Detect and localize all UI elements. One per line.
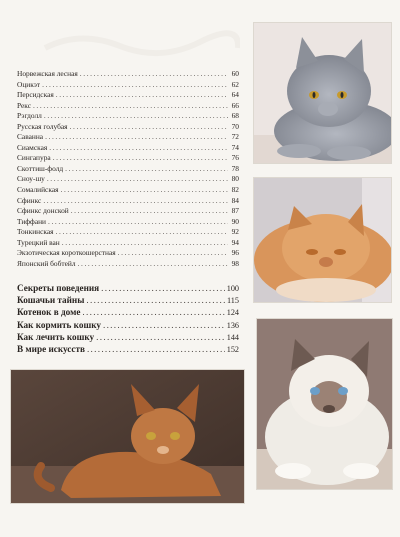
toc-entry[interactable] [17, 282, 239, 294]
toc-entry-title: Турецкий ван [17, 237, 60, 247]
toc-entry[interactable] [17, 185, 239, 196]
toc-entry-page-number: 72 [231, 132, 239, 142]
toc-entry-title: Рекс [17, 100, 31, 110]
toc-entry-leader-dots [56, 227, 228, 238]
toc-entry[interactable] [17, 248, 239, 259]
toc-entry-leader-dots [71, 206, 228, 217]
toc-entry[interactable] [17, 196, 239, 207]
toc-entry-page-number: 90 [231, 216, 239, 226]
toc-entry-page-number: 84 [231, 195, 239, 205]
toc-entry-leader-dots [101, 282, 225, 294]
toc-entry-page-number: 98 [231, 258, 239, 268]
toc-entry-leader-dots [118, 248, 228, 259]
toc-entry[interactable] [17, 227, 239, 238]
faded-background-title [40, 28, 240, 58]
toc-entry[interactable] [17, 164, 239, 175]
toc-entry-page-number: 66 [231, 100, 239, 110]
toc-entry-title: Рэгдолл [17, 111, 42, 121]
toc-entry[interactable] [17, 319, 239, 331]
toc-entry[interactable] [17, 259, 239, 270]
toc-entry-title: Котенок в доме [17, 307, 81, 318]
toc-entry-leader-dots [42, 80, 228, 91]
toc-entry-title: Персидская [17, 90, 54, 100]
toc-entry[interactable] [17, 122, 239, 133]
toc-entry-leader-dots [43, 196, 228, 207]
toc-entry-title: Японский бобтейл [17, 258, 76, 268]
birman-cat-left-eye [310, 387, 320, 395]
toc-entry-leader-dots [44, 111, 228, 122]
toc-entry-page-number: 82 [231, 185, 239, 195]
toc-entry-leader-dots [49, 143, 228, 154]
toc-entry[interactable] [17, 206, 239, 217]
toc-entry-page-number: 62 [231, 79, 239, 89]
toc-entry-leader-dots [87, 343, 225, 355]
toc-entry[interactable] [17, 132, 239, 143]
toc-entry-leader-dots [103, 319, 225, 331]
toc-entry-title: Экзотическая короткошерстная [17, 248, 116, 258]
toc-entry-title: Тонкинская [17, 227, 54, 237]
toc-entry-page-number: 80 [231, 174, 239, 184]
toc-entry-leader-dots [80, 69, 228, 80]
toc-entry[interactable] [17, 153, 239, 164]
toc-entry-leader-dots [82, 306, 224, 318]
toc-entry-title: Сингапура [17, 153, 51, 163]
ginger-exotic-cat-photo [253, 177, 392, 303]
toc-entry-page-number: 92 [231, 227, 239, 237]
toc-entry-leader-dots [56, 90, 228, 101]
toc-entry-page-number: 74 [231, 142, 239, 152]
abyssinian-cat-photo [10, 369, 245, 504]
abyssinian-cat-left-eye [146, 432, 156, 440]
toc-entry-page-number: 76 [231, 153, 239, 163]
toc-entry-title: Тиффани [17, 216, 47, 226]
toc-entry-page-number: 64 [231, 90, 239, 100]
toc-entry-page-number: 87 [231, 206, 239, 216]
toc-entry[interactable] [17, 80, 239, 91]
toc-entry-page-number: 96 [231, 248, 239, 258]
exotic-cat-right-eye [334, 249, 346, 255]
white-birman-cat-photo [256, 318, 393, 490]
toc-entry-page-number: 115 [227, 296, 239, 306]
toc-entry-page-number: 94 [231, 237, 239, 247]
toc-entry-leader-dots [48, 217, 228, 228]
table-of-contents-breeds [17, 69, 239, 269]
toc-entry-title: Кошачьи тайны [17, 295, 85, 306]
toc-entry-title: Сомалийская [17, 185, 59, 195]
toc-entry[interactable] [17, 174, 239, 185]
toc-entry-title: Сноу-шу [17, 174, 45, 184]
toc-entry-title: В мире искусств [17, 343, 85, 354]
toc-entry-page-number: 144 [226, 332, 239, 342]
table-of-contents-sections [17, 282, 239, 355]
toc-entry-title: Русская голубая [17, 121, 68, 131]
toc-entry-title: Как лечить кошку [17, 331, 95, 342]
toc-entry-title: Оцикэт [17, 79, 41, 89]
toc-entry[interactable] [17, 90, 239, 101]
toc-entry-leader-dots [65, 164, 228, 175]
toc-entry-title: Сиамская [17, 142, 48, 152]
toc-entry[interactable] [17, 69, 239, 80]
toc-entry-page-number: 68 [231, 111, 239, 121]
toc-entry-page-number: 60 [231, 69, 239, 78]
toc-entry[interactable] [17, 331, 239, 343]
toc-entry-page-number: 70 [231, 121, 239, 131]
toc-entry-leader-dots [47, 174, 228, 185]
birman-cat-right-eye [338, 387, 348, 395]
toc-entry-leader-dots [78, 259, 228, 270]
exotic-cat-left-eye [306, 249, 318, 255]
toc-entry-title: Как кормить кошку [17, 319, 101, 330]
toc-entry-leader-dots [53, 153, 228, 164]
toc-entry[interactable] [17, 101, 239, 112]
toc-entry-title: Саванна [17, 132, 44, 142]
toc-entry-leader-dots [61, 185, 229, 196]
toc-entry-title: Сфинкс донской [17, 206, 69, 216]
toc-entry-leader-dots [62, 238, 228, 249]
toc-entry[interactable] [17, 238, 239, 249]
toc-entry-leader-dots [33, 101, 228, 112]
toc-entry-page-number: 136 [226, 320, 239, 330]
toc-entry-title: Секреты поведения [17, 283, 100, 293]
toc-entry-page-number: 100 [226, 284, 239, 293]
toc-entry[interactable] [17, 294, 239, 306]
abyssinian-cat-right-eye [170, 432, 180, 440]
toc-entry-leader-dots [86, 294, 225, 306]
toc-entry-title: Норвежская лесная [17, 69, 78, 78]
toc-entry[interactable] [17, 306, 239, 318]
toc-entry-title: Сфинкс [17, 195, 42, 205]
toc-entry-page-number: 78 [231, 163, 239, 173]
toc-entry[interactable] [17, 143, 239, 154]
toc-entry-leader-dots [70, 122, 228, 133]
grey-cat-photo [253, 22, 392, 164]
toc-entry-page-number: 152 [226, 344, 239, 354]
toc-entry-title: Скоттиш-фолд [17, 163, 64, 173]
toc-entry-leader-dots [45, 132, 228, 143]
toc-entry[interactable] [17, 343, 239, 355]
toc-entry-leader-dots [96, 331, 225, 343]
toc-entry-page-number: 124 [226, 308, 239, 318]
toc-entry[interactable] [17, 217, 239, 228]
toc-entry[interactable] [17, 111, 239, 122]
